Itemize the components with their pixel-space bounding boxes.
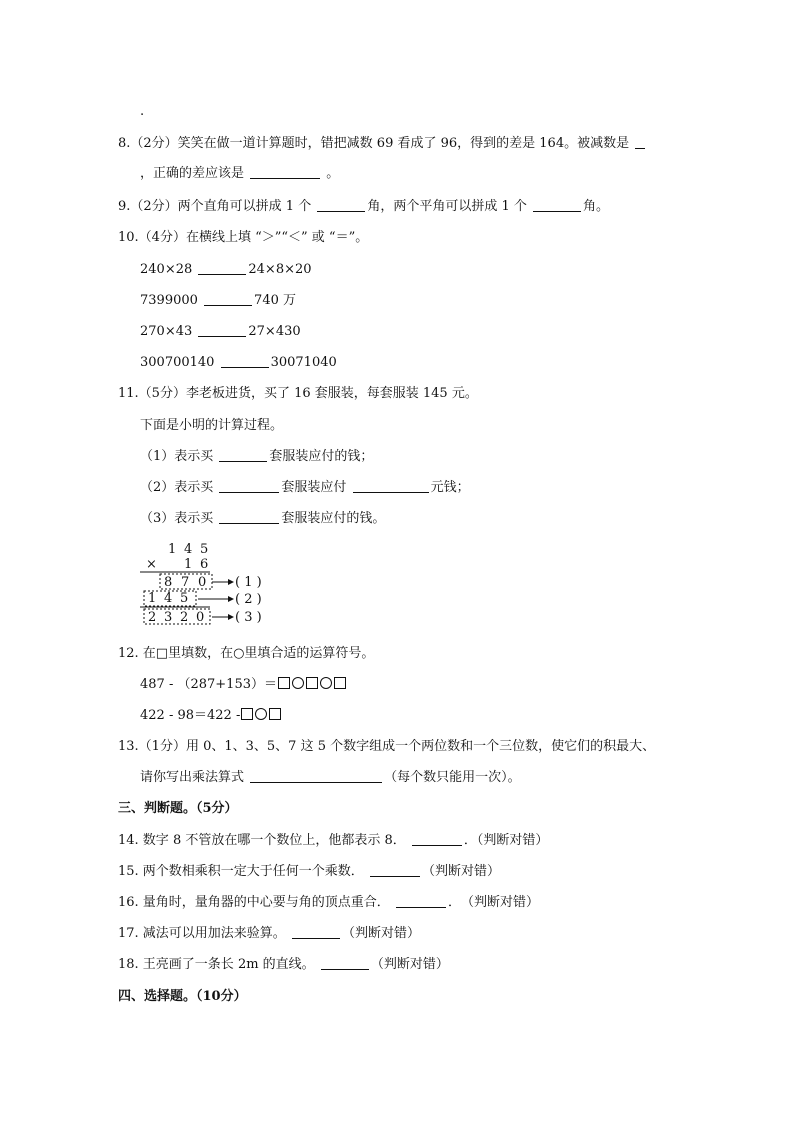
- calc-p1-digit: 8: [164, 575, 173, 590]
- circle-box[interactable]: [320, 677, 332, 689]
- q8-text2: ，正确的差应该是: [140, 166, 245, 181]
- q10-row-3: [140, 324, 301, 340]
- calc-mult-digit: 6: [200, 557, 209, 572]
- calc-p2-digit: 1: [148, 591, 157, 606]
- q16-text: 16. 量角时，量角器的中心要与角的顶点重合．: [118, 895, 390, 910]
- calc-arrowhead-2: [228, 596, 234, 602]
- q17-blank[interactable]: [292, 926, 340, 939]
- q11-step-2: [140, 480, 470, 496]
- q10-row-3-right: 27×430: [248, 324, 301, 339]
- calc-p1-digit: 0: [198, 575, 207, 590]
- q15-end: （判断对错）: [421, 864, 500, 879]
- q10-row-2: [140, 293, 296, 309]
- q16-end: ． （判断对错）: [447, 895, 539, 910]
- q9-blank-2[interactable]: [533, 199, 581, 212]
- q9-text-b: 角，两个平角可以拼成 1 个: [367, 199, 527, 214]
- q10-title: 10.（4分）在横线上填 “＞”“＜” 或 “＝”。: [118, 230, 369, 245]
- q8-end: 。: [326, 166, 340, 181]
- calc-sum-digit: 3: [164, 610, 173, 625]
- q18: [118, 957, 449, 973]
- calc-top-digit: 4: [184, 542, 193, 557]
- q14-blank[interactable]: [412, 833, 462, 846]
- q10-row-2-right: 740 万: [254, 293, 296, 308]
- section-3-heading: 三、判断题。（5分）: [118, 801, 238, 816]
- calc-label-1: ( 1 ): [235, 575, 262, 590]
- square-box[interactable]: [306, 677, 318, 689]
- q11-s1-text: 套服装应付的钱；: [269, 449, 374, 464]
- q11-s2-blank-2[interactable]: [353, 480, 429, 493]
- q10-row-1: [140, 262, 312, 278]
- q14-text: 14. 数字 8 不管放在哪一个数位上，他都表示 8．: [118, 833, 406, 848]
- q11-s3-text: 套服装应付的钱。: [281, 511, 386, 526]
- q12-row-1: [140, 677, 347, 693]
- q17-end: （判断对错）: [341, 926, 420, 941]
- calc-times-sign: ×: [146, 557, 157, 572]
- circle-box[interactable]: [292, 677, 304, 689]
- q11-s1-blank[interactable]: [219, 449, 267, 462]
- q10-row-4-right: 30071040: [270, 355, 337, 370]
- q10-row-2-left: 7399000: [140, 293, 198, 308]
- q18-blank[interactable]: [321, 957, 369, 970]
- q8-line2: [140, 166, 339, 182]
- q18-end: （判断对错）: [370, 957, 449, 972]
- q11-s3-blank[interactable]: [219, 511, 279, 524]
- q11-s3-label: （3）表示买: [140, 511, 214, 526]
- square-box[interactable]: [278, 677, 290, 689]
- q8-blank-difference[interactable]: [250, 166, 320, 179]
- q15-blank[interactable]: [370, 864, 420, 877]
- q10-row-1-blank[interactable]: [198, 262, 246, 275]
- q12-r1-text: 487 - （287+153）＝: [140, 677, 277, 692]
- calc-top-digit: 1: [168, 542, 177, 557]
- q15: [118, 864, 500, 880]
- q11-title: 11.（5分）李老板进货，买了 16 套服装，每套服装 145 元。: [118, 386, 478, 401]
- q10-row-2-blank[interactable]: [204, 293, 252, 306]
- q13-line2: [140, 770, 521, 786]
- calc-mult-digit: 1: [184, 557, 193, 572]
- calc-sum-digit: 0: [196, 610, 205, 625]
- calc-sum-digit: 2: [148, 610, 157, 625]
- q12-row-2: [140, 708, 282, 724]
- q14: [118, 833, 548, 849]
- q11-s2-text: 套服装应付: [281, 480, 347, 495]
- q14-end: ．（判断对错）: [463, 833, 549, 848]
- section-4-heading: 四、选择题。（10分）: [118, 989, 247, 1004]
- q11-s2-label: （2）表示买: [140, 480, 214, 495]
- calc-top-digit: 5: [200, 542, 209, 557]
- calc-sum-digit: 2: [180, 610, 189, 625]
- q12-r2-text: 422 - 98＝422 -: [140, 708, 241, 723]
- q8-text: 8.（2分）笑笑在做一道计算题时，错把减数 69 看成了 96，得到的差是 164。被减数是: [118, 136, 630, 151]
- q8-blank-minuend[interactable]: [635, 136, 645, 149]
- q9-text-a: 9.（2分）两个直角可以拼成 1 个: [118, 199, 312, 214]
- q13-text: 请你写出乘法算式: [140, 770, 245, 785]
- q8-line1: [118, 136, 647, 152]
- q10-row-4-left: 300700140: [140, 355, 215, 370]
- calc-arrowhead-3: [228, 614, 234, 620]
- q15-text: 15. 两个数相乘积一定大于任何一个乘数．: [118, 864, 364, 879]
- circle-box[interactable]: [255, 708, 267, 720]
- multiplication-diagram: [140, 540, 270, 630]
- q17: [118, 926, 420, 942]
- calc-arrowhead-1: [228, 579, 234, 585]
- top-dot: .: [140, 104, 145, 119]
- q10-row-1-right: 24×8×20: [248, 262, 312, 277]
- q11-step-1: [140, 449, 373, 465]
- q11-intro: 下面是小明的计算过程。: [140, 418, 284, 433]
- q18-text: 18. 王亮画了一条长 2m 的直线。: [118, 957, 315, 972]
- q13-end: （每个数只能用一次）。: [384, 770, 521, 785]
- q10-row-4: [140, 355, 337, 371]
- q11-s2-blank-1[interactable]: [219, 480, 279, 493]
- calc-label-2: ( 2 ): [235, 592, 262, 607]
- q11-s1-label: （1）表示买: [140, 449, 214, 464]
- calc-p1-digit: 7: [181, 575, 190, 590]
- q13-blank[interactable]: [250, 770, 382, 783]
- q17-text: 17. 减法可以用加法来验算。: [118, 926, 286, 941]
- square-box[interactable]: [241, 708, 253, 720]
- q10-row-3-left: 270×43: [140, 324, 193, 339]
- q9-line: [118, 199, 609, 215]
- q10-row-4-blank[interactable]: [221, 355, 269, 368]
- square-box[interactable]: [269, 708, 281, 720]
- q9-blank-1[interactable]: [317, 199, 365, 212]
- calc-p2-digit: 4: [164, 591, 173, 606]
- q11-step-3: [140, 511, 385, 527]
- calc-p2-digit: 5: [180, 591, 189, 606]
- q16-blank[interactable]: [396, 895, 446, 908]
- square-box[interactable]: [334, 677, 346, 689]
- q9-text-c: 角。: [583, 199, 610, 214]
- q13-line1: 13.（1分）用 0、1、3、5、7 这 5 个数字组成一个两位数和一个三位数，使它们的积最大、: [118, 739, 656, 754]
- q10-row-1-left: 240×28: [140, 262, 193, 277]
- q10-row-3-blank[interactable]: [198, 324, 246, 337]
- calc-label-3: ( 3 ): [235, 610, 262, 625]
- q11-s2-end: 元钱；: [430, 480, 470, 495]
- q12-title: 12. 在□里填数，在○里填合适的运算符号。: [118, 646, 375, 661]
- q16: [118, 895, 539, 911]
